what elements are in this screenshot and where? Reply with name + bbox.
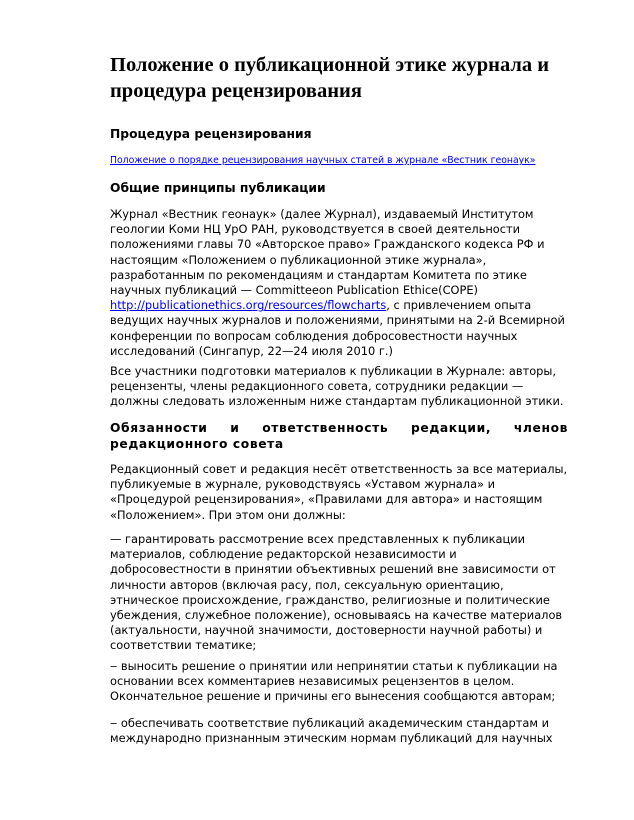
duties-heading: Обязанности и ответственность редакции, членов редакционного совета xyxy=(110,421,568,451)
review-regulation-link[interactable]: Положение о порядке рецензирования научных статей в журнале «Вестник геонаук» xyxy=(110,155,536,166)
duties-list-item-2: ‒ выносить решение о принятии или непринятии статьи к публикации на основании всех комментариев независимых рецензентов в целом. Окончательное решение и причины его вынесения сообщаются авторам; xyxy=(110,659,558,704)
principles-p1-start: Журнал «Вестник геонаук» (далее Журнал), издаваемый Институтом геологии Коми НЦ УрО РАН, руководствуется в своей деятельности положениями главы 70 «Авторское право» Гражданского кодекса РФ и настоящим «Положением о публикационной этике журнала», разработанным по рекомендациям и стандартам Комитета по этике научных публикаций — Committeeon Publication Ethice(COPE) xyxy=(110,207,545,298)
cope-flowcharts-link[interactable]: http://publicationethics.org/resources/flowcharts xyxy=(110,298,387,313)
duties-list-item-3: ‒ обеспечивать соответствие публикаций академическим стандартам и международно признанным этическим нормам публикаций для научных xyxy=(110,716,553,746)
duties-paragraph-1: Редакционный совет и редакция несёт ответственность за все материалы, публикуемые в журнале, руководствуясь «Уставом журнала» и «Процедурой рецензирования», «Правилами для автора» и настоящим «Положением». При этом они должны: xyxy=(110,462,568,522)
review-procedure-heading: Процедура рецензирования xyxy=(110,127,312,141)
principles-p1-end: , с привлечением опыта ведущих научных журналов и положениями, принятыми на 2-й Всемирной конференции по вопросам соблюдения добросовестности научных исследований (Сингапур, 22—24 июля 2010 г.) xyxy=(110,298,565,358)
principles-heading: Общие принципы публикации xyxy=(110,181,326,195)
duties-list-item-1: — гарантировать рассмотрение всех представленных к публикации материалов, соблюдение редакторской независимости и добросовестности в принятии объективных решений вне зависимости от личности авторов (включая расу, пол, сексуальную ориентацию, этническое происхождение, гражданство, религиозные и политические убеждения, служебное положение), основываясь на качестве материалов (актуальности, научной значимости, достоверности научной работы) и соответствии тематике; xyxy=(110,532,563,653)
principles-paragraph-1 xyxy=(110,207,570,359)
principles-paragraph-2: Все участники подготовки материалов к публикации в Журнале: авторы, рецензенты, члены редакционного совета, сотрудники редакции — должны следовать изложенным ниже стандартам публикационной этики. xyxy=(110,364,564,409)
page-title: Положение о публикационной этике журнала и процедура рецензирования xyxy=(110,54,550,102)
